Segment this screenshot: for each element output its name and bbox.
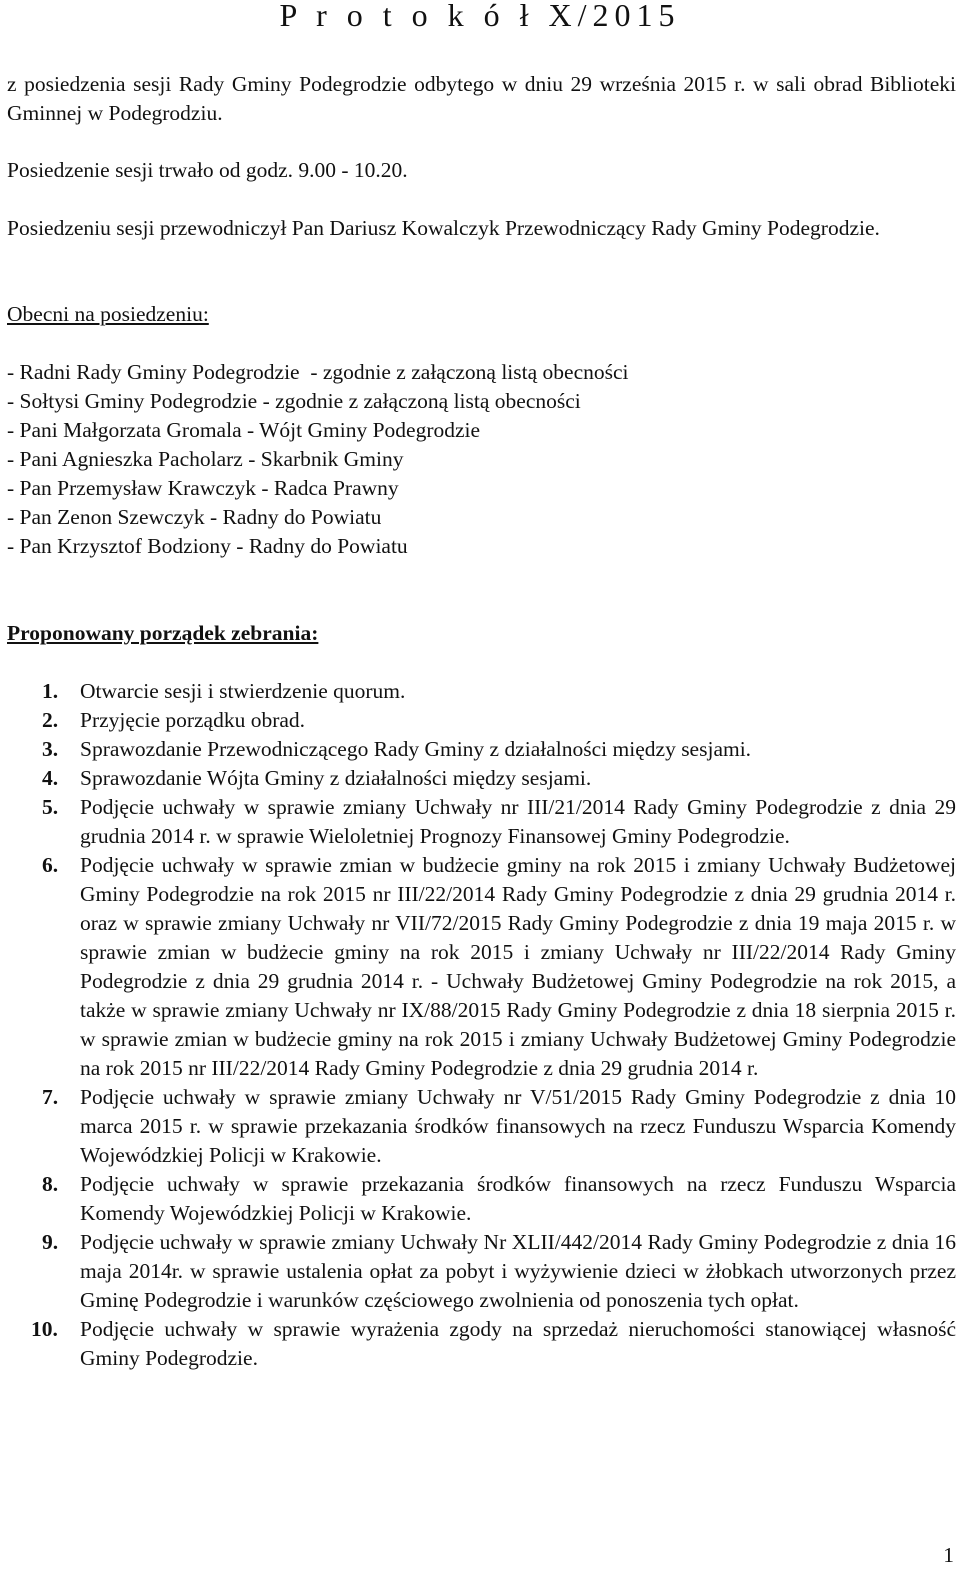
item-number: 4.	[42, 766, 59, 790]
attendees-heading: Obecni na posiedzeniu:	[7, 302, 209, 326]
list-item	[7, 764, 956, 793]
list-item: - Pan Krzysztof Bodziony - Radny do Powiatu	[7, 534, 408, 558]
list-item: - Radni Rady Gminy Podegrodzie - zgodnie z załączoną listą obecności	[7, 360, 629, 384]
list-item: - Pan Przemysław Krawczyk - Radca Prawny	[7, 476, 399, 500]
item-text: Podjęcie uchwały w sprawie zmiany Uchwały Nr XLII/442/2014 Rady Gminy Podegrodzie z dnia 16 maja 2014r. w sprawie ustalenia opłat za pobyt i wyżywienie dzieci w żłobkach utworzonych przez Gminę Podegrodzie i warunków częściowego zwolnienia od ponoszenia tych opłat.	[80, 1230, 956, 1312]
list-item	[7, 851, 956, 1083]
item-text: Przyjęcie porządku obrad.	[80, 708, 306, 732]
document-title: P r o t o k ó ł X/2015	[279, 0, 681, 33]
list-item	[7, 735, 956, 764]
list-item: - Pani Małgorzata Gromala - Wójt Gminy Podegrodzie	[7, 418, 481, 442]
item-number: 7.	[42, 1085, 59, 1109]
item-text: Sprawozdanie Przewodniczącego Rady Gminy z działalności między sesjami.	[80, 737, 752, 761]
list-item	[7, 1083, 956, 1170]
item-text: Otwarcie sesji i stwierdzenie quorum.	[80, 679, 406, 703]
list-item: - Pan Zenon Szewczyk - Radny do Powiatu	[7, 505, 382, 529]
list-item	[7, 793, 956, 851]
list-item	[7, 677, 956, 706]
item-number: 8.	[42, 1172, 59, 1196]
list-item: - Pani Agnieszka Pacholarz - Skarbnik Gminy	[7, 447, 404, 471]
list-item	[7, 1170, 956, 1228]
item-text: Podjęcie uchwały w sprawie wyrażenia zgody na sprzedaż nieruchomości stanowiącej własność Gminy Podegrodzie.	[80, 1317, 956, 1370]
item-number: 3.	[42, 737, 59, 761]
item-number: 2.	[42, 708, 59, 732]
item-text: Podjęcie uchwały w sprawie zmiany Uchwały nr V/51/2015 Rady Gminy Podegrodzie z dnia 10 marca 2015 r. w sprawie przekazania środków finansowych na rzecz Funduszu Wsparcia Komendy Wojewódzkiej Policji w Krakowie.	[80, 1085, 956, 1167]
agenda-heading: Proponowany porządek zebrania:	[7, 621, 319, 645]
item-text: Sprawozdanie Wójta Gminy z działalności między sesjami.	[80, 766, 592, 790]
item-number: 1.	[42, 679, 59, 703]
intro-paragraph: z posiedzenia sesji Rady Gminy Podegrodzie odbytego w dniu 29 września 2015 r. w sali obrad Biblioteki Gminnej w Podegrodziu.	[7, 72, 956, 125]
duration-paragraph: Posiedzenie sesji trwało od godz. 9.00 - 10.20.	[7, 158, 408, 182]
chair-paragraph: Posiedzeniu sesji przewodniczył Pan Dariusz Kowalczyk Przewodniczący Rady Gminy Podegrodzie.	[7, 216, 880, 240]
page-number: 1	[943, 1543, 954, 1567]
item-number: 10.	[31, 1317, 58, 1341]
item-number: 6.	[42, 853, 59, 877]
item-number: 9.	[42, 1230, 59, 1254]
list-item	[7, 1228, 956, 1315]
list-item	[7, 1315, 956, 1373]
item-text: Podjęcie uchwały w sprawie zmian w budżecie gminy na rok 2015 i zmiany Uchwały Budżetowej Gminy Podegrodzie na rok 2015 nr III/22/2014 Rady Gminy Podegrodzie z dnia 29 grudnia 2014 r. oraz w sprawie zmiany Uchwały nr VII/72/2015 Rady Gminy Podegrodzie z dnia 19 maja 2015 r. w sprawie zmian w budżecie gminy na rok 2015 i zmiany Uchwały nr III/22/2014 Rady Gminy Podegrodzie z dnia 29 grudnia 2014 r. - Uchwały Budżetowej Gminy Podegrodzie na rok 2015, a także w sprawie zmiany Uchwały nr IX/88/2015 Rady Gminy Podegrodzie z dnia 18 sierpnia 2015 r. w sprawie zmian w budżecie gminy na rok 2015 i zmiany Uchwały Budżetowej Gminy Podegrodzie na rok 2015 nr III/22/2014 Rady Gminy Podegrodzie z dnia 29 grudnia 2014 r.	[80, 853, 956, 1080]
list-item: - Sołtysi Gminy Podegrodzie - zgodnie z załączoną listą obecności	[7, 389, 581, 413]
attendees-list	[7, 358, 947, 561]
agenda-list	[7, 677, 956, 1373]
list-item	[7, 706, 956, 735]
item-number: 5.	[42, 795, 59, 819]
item-text: Podjęcie uchwały w sprawie przekazania środków finansowych na rzecz Funduszu Wsparcia Komendy Wojewódzkiej Policji w Krakowie.	[80, 1172, 956, 1225]
item-text: Podjęcie uchwały w sprawie zmiany Uchwały nr III/21/2014 Rady Gminy Podegrodzie z dnia 29 grudnia 2014 r. w sprawie Wieloletniej Prognozy Finansowej Gminy Podegrodzie.	[80, 795, 956, 848]
